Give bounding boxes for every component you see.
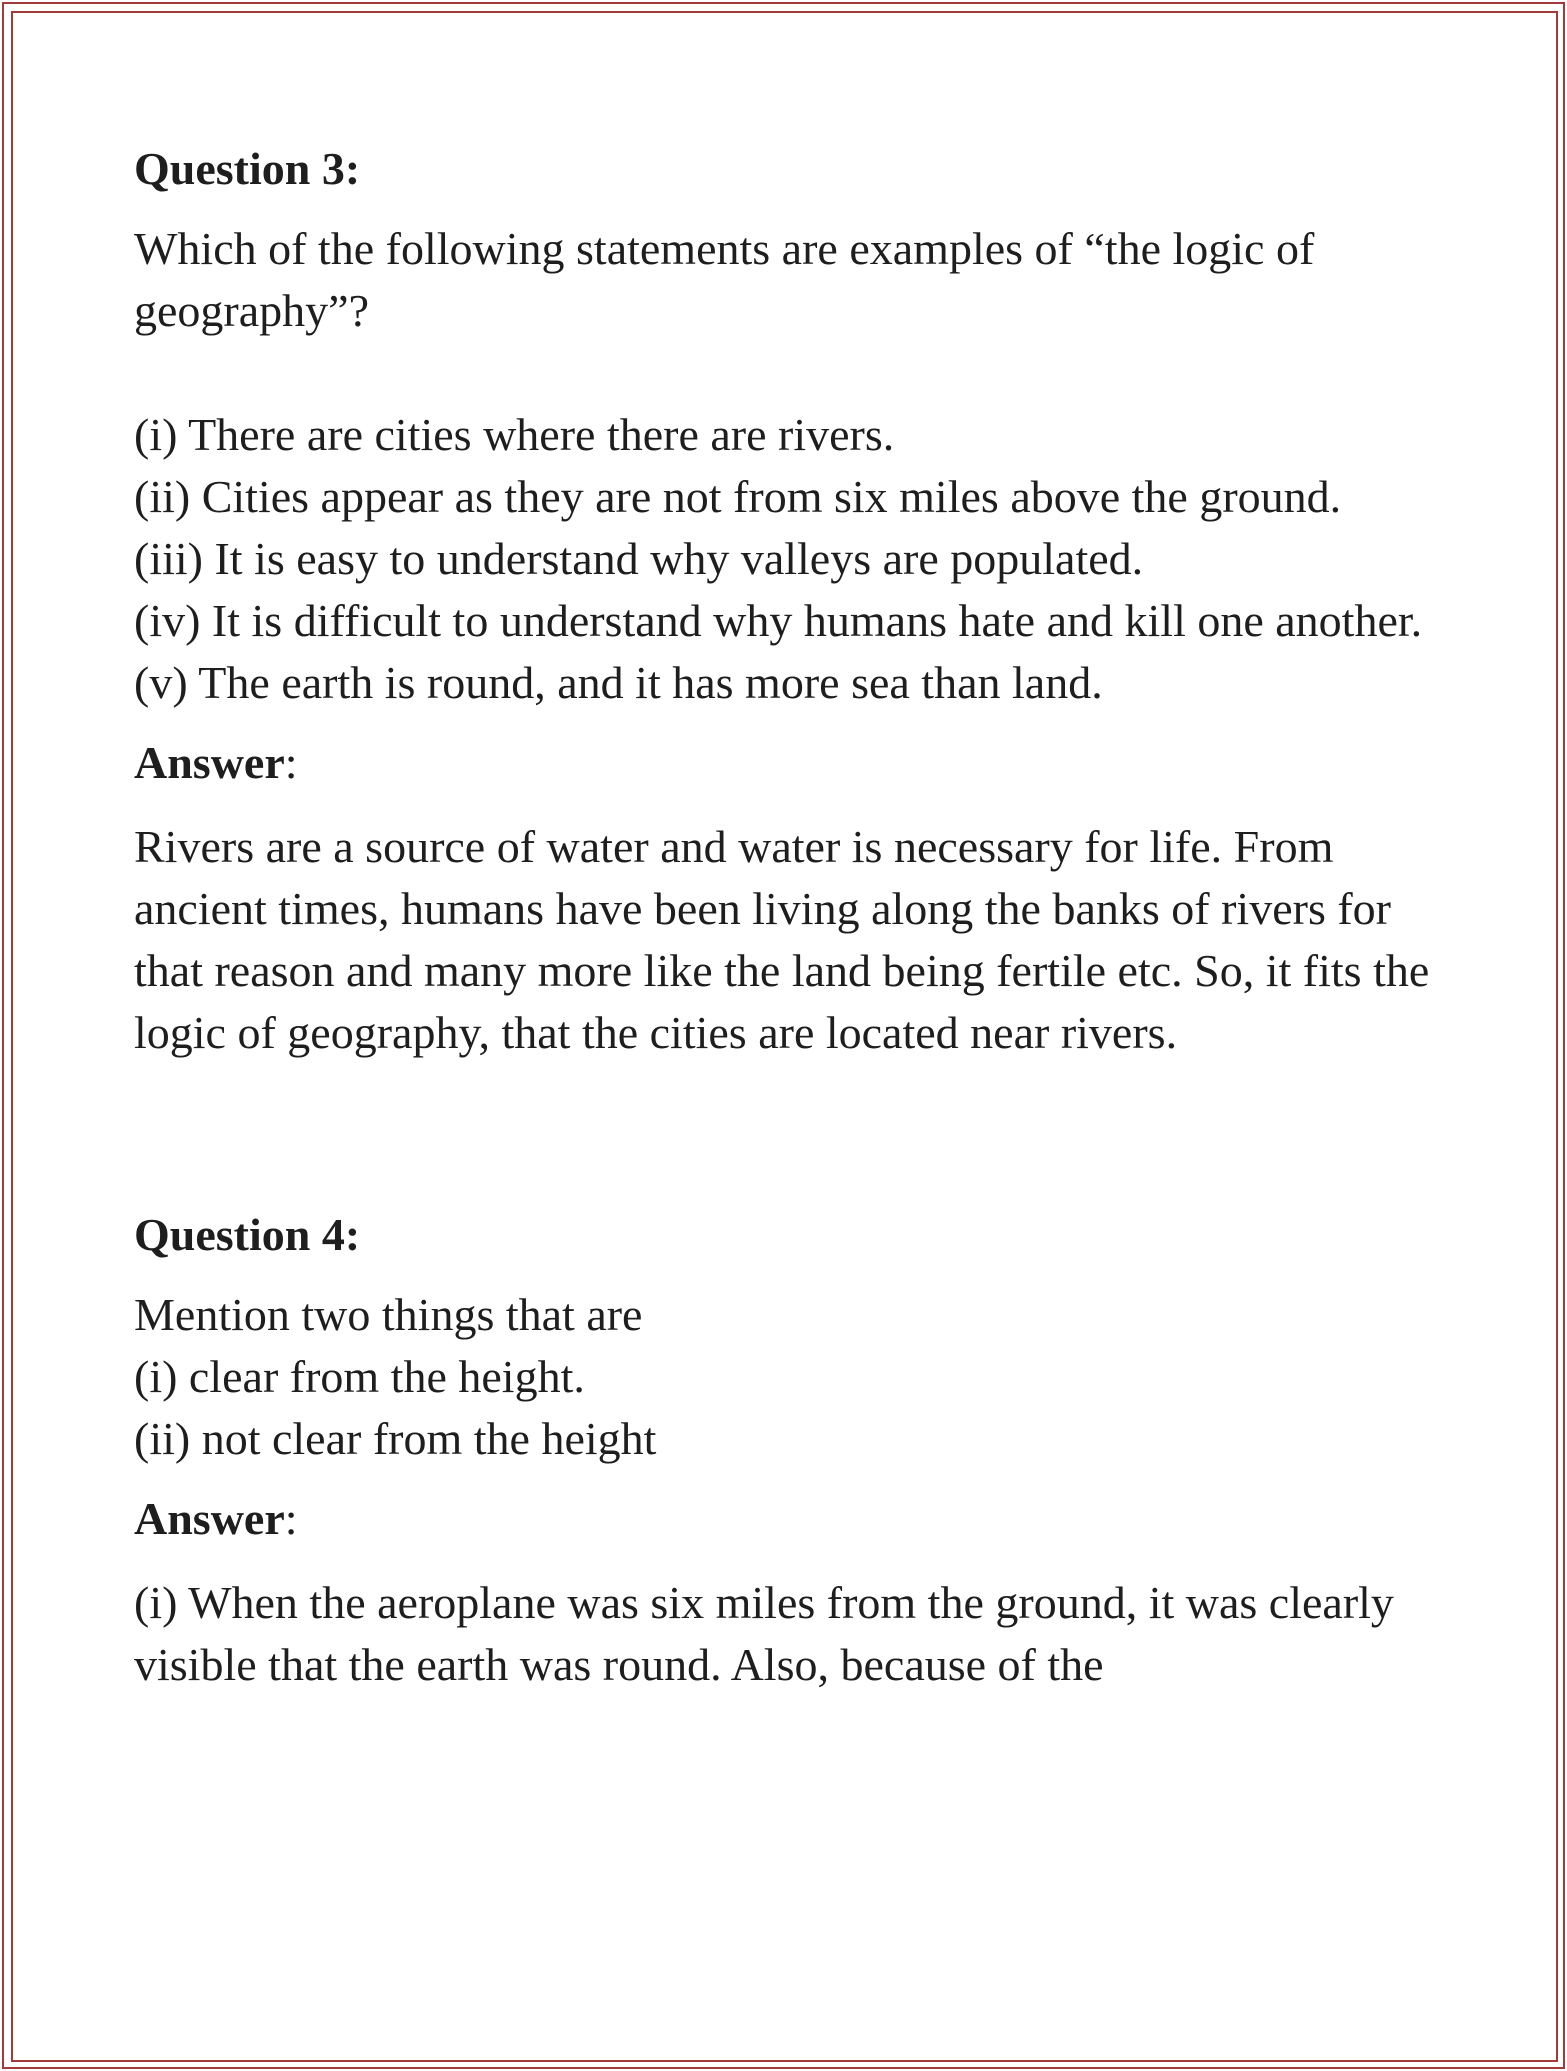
option-iv: (iv) It is difficult to understand why humans hate and kill one another. [134,595,1423,646]
question-3-prompt: Which of the following statements are examples of “the logic of geography”? [134,223,1315,336]
answer-4-text: (i) When the aeroplane was six miles from the ground, it was clearly visible that the earth was round. Also, because of the [134,1577,1394,1690]
answer-4-label-text: Answer [134,1493,285,1544]
question-4-part-i: (i) clear from the height. [134,1351,585,1402]
question-3-options [134,404,1444,714]
question-4-title: Question 4: [134,1209,361,1260]
option-v: (v) The earth is round, and it has more sea than land. [134,657,1103,708]
option-ii: (ii) Cities appear as they are not from six miles above the ground. [134,471,1342,522]
question-4-part-ii: (ii) not clear from the height [134,1413,657,1464]
question-3-title: Question 3: [134,143,361,194]
answer-3-colon: : [284,737,298,788]
answer-4-colon: : [284,1493,298,1544]
question-4-prompt [134,1284,1444,1470]
option-iii: (iii) It is easy to understand why valleys are populated. [134,533,1144,584]
option-i: (i) There are cities where there are rivers. [134,409,895,460]
answer-3-label [134,732,1444,794]
question-4-prompt-line: Mention two things that are [134,1289,643,1340]
answer-4-label [134,1488,1444,1550]
document-content [134,130,1444,1696]
answer-3-text: Rivers are a source of water and water is necessary for life. From ancient times, humans have been living along the banks of rivers for that reason and many more like the land being fertile etc. So, it fits the logic of geography, that the cities are located near rivers. [134,821,1430,1058]
answer-3-label-text: Answer [134,737,285,788]
